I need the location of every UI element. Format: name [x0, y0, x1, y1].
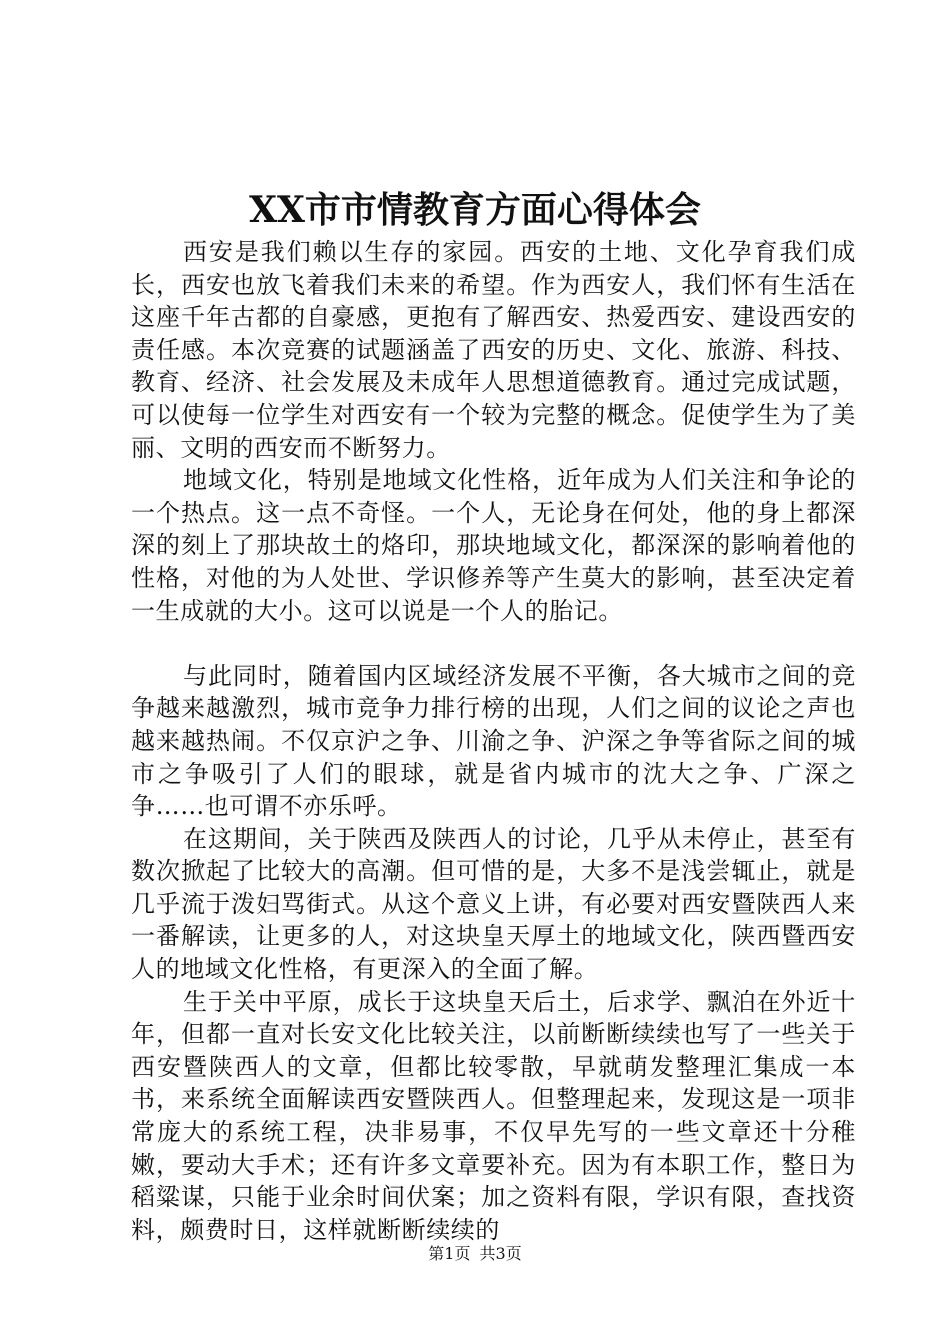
paragraph-5: 生于关中平原，成长于这块皇天后土，后求学、飘泊在外近十年，但都一直对长安文化比较关注，以前断断续续也写了一些关于西安暨陕西人的文章，但都比较零散，早就萌发整理汇集成一本书，来系统全面解读西安暨陕西人。但整理起来，发现这是一项非常庞大的系统工程，决非易事，不仅早先写的一些文章还十分稚嫩，要动大手术；还有许多文章要补充。因为有本职工作，整日为稻粱谋，只能于业余时间伏案；加之资料有限，学识有限，查找资料，颇费时日，这样就断断续续的: [131, 987, 856, 1244]
paragraph-4: 在这期间，关于陕西及陕西人的讨论，几乎从未停止，甚至有数次掀起了比较大的高潮。但可惜的是，大多不是浅尝辄止，就是几乎流于泼妇骂街式。从这个意义上讲，有必要对西安暨陕西人来一番解读，让更多的人，对这块皇天厚土的地域文化，陕西暨西安人的地域文化性格，有更深入的全面了解。: [131, 824, 856, 984]
document-body: [131, 236, 856, 1246]
document-title: XX市市情教育方面心得体会: [249, 189, 701, 231]
paragraph-spacer: [131, 627, 856, 660]
page-total: 共3页: [479, 1244, 522, 1263]
paragraph-2: 地域文化，特别是地域文化性格，近年成为人们关注和争论的一个热点。这一点不奇怪。一个人，无论身在何处，他的身上都深深的刻上了那块故土的烙印，那块地域文化，都深深的影响着他的性格，对他的为人处世、学识修养等产生莫大的影响，甚至决定着一生成就的大小。这可以说是一个人的胎记。: [131, 466, 856, 625]
paragraph-1: 西安是我们赖以生存的家园。西安的土地、文化孕育我们成长，西安也放飞着我们未来的希望。作为西安人，我们怀有生活在这座千年古都的自豪感，更抱有了解西安、热爱西安、建设西安的责任感。本次竞赛的试题涵盖了西安的历史、文化、旅游、科技、教育、经济、社会发展及未成年人思想道德教育。通过完成试题，可以使每一位学生对西安有一个较为完整的概念。促使学生为了美丽、文明的西安而不断努力。: [131, 238, 856, 462]
paragraph-3: 与此同时，随着国内区域经济发展不平衡，各大城市之间的竞争越来越激烈，城市竞争力排行榜的出现，人们之间的议论之声也越来越热闹。不仅京沪之争、川渝之争、沪深之争等省际之间的城市之争吸引了人们的眼球，就是省内城市的沈大之争、广深之争……也可谓不亦乐呼。: [131, 661, 856, 821]
page-number: 第1页: [428, 1244, 471, 1263]
page-footer: [0, 1244, 950, 1264]
